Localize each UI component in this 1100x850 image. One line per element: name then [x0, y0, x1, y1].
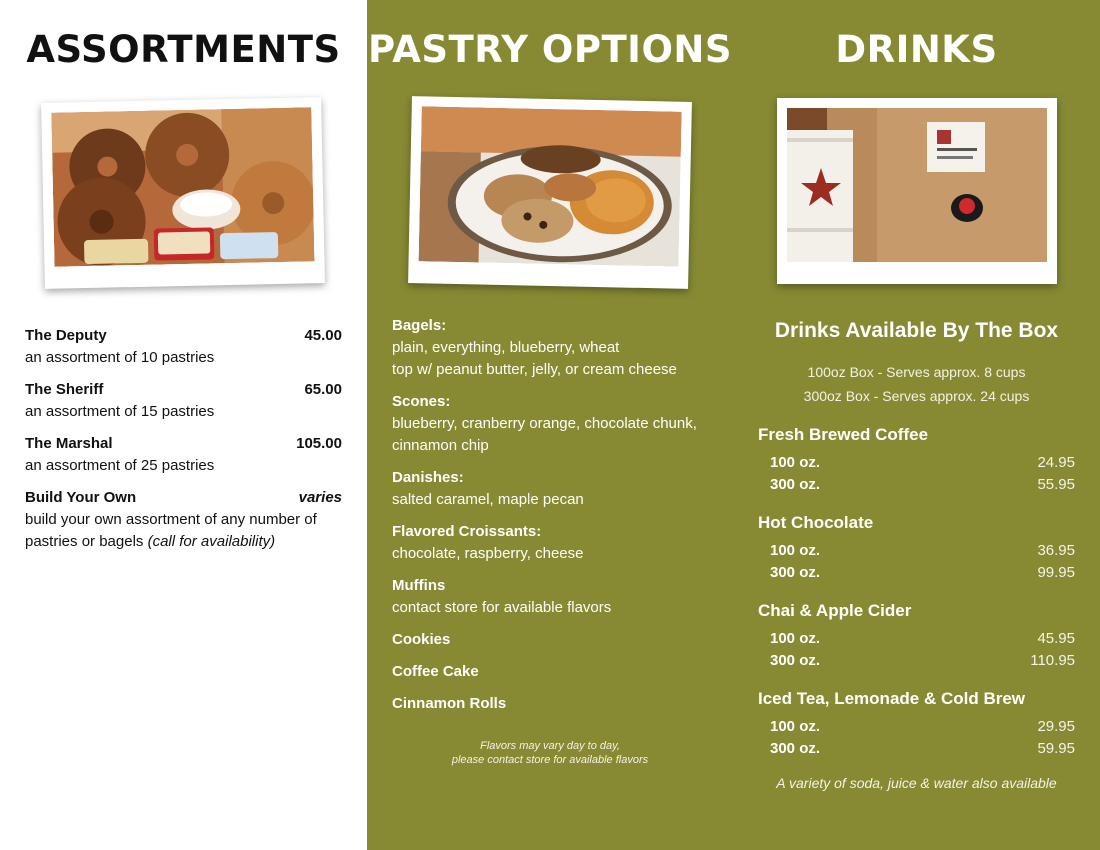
- drink-size: 300 oz.: [770, 652, 821, 669]
- drink-price: 24.95: [1037, 454, 1075, 471]
- assortment-price: 45.00: [304, 327, 342, 344]
- coffee-box-photo: [777, 98, 1057, 284]
- pastry-flavor-note: [400, 739, 700, 767]
- assortment-marshal: [25, 433, 342, 477]
- box-300-info: 300oz Box - Serves approx. 24 cups: [803, 388, 1030, 404]
- drink-size: 300 oz.: [770, 564, 821, 581]
- assortment-desc: [25, 509, 342, 553]
- availability-note: (call for availability): [147, 533, 276, 550]
- pastry-bagels: [392, 315, 732, 381]
- pastry-line: cinnamon chip: [392, 437, 489, 454]
- drink-price-row: [770, 718, 1075, 735]
- drink-price-row: [770, 630, 1075, 647]
- pastries-photo: [408, 96, 692, 289]
- pastry-name: Scones:: [392, 393, 451, 410]
- drink-size: 100 oz.: [770, 542, 821, 559]
- pastry-name: Cookies: [392, 631, 451, 648]
- drink-category-hot-chocolate: Hot Chocolate: [758, 513, 874, 532]
- drink-price: 29.95: [1037, 718, 1075, 735]
- drink-size: 100 oz.: [770, 718, 821, 735]
- bagels-photo: [41, 97, 325, 289]
- drinks-box-title: Drinks Available By The Box: [774, 319, 1059, 342]
- drink-category-coffee: Fresh Brewed Coffee: [758, 425, 929, 444]
- pastry-name: Flavored Croissants:: [392, 523, 542, 540]
- assortment-price: 65.00: [304, 381, 342, 398]
- drink-price: 45.95: [1037, 630, 1075, 647]
- assortment-sheriff: [25, 379, 342, 423]
- assortment-price: 105.00: [296, 435, 342, 452]
- assortments-heading: ASSORTMENTS: [26, 28, 341, 71]
- box-100-info: 100oz Box - Serves approx. 8 cups: [807, 364, 1026, 380]
- pastry-cinnamon-rolls: [392, 693, 732, 715]
- pastry-options-heading: PASTRY OPTIONS: [367, 28, 733, 71]
- assortment-name: Build Your Own: [25, 489, 137, 506]
- pastry-name: Cinnamon Rolls: [392, 695, 507, 712]
- assortment-name: The Deputy: [25, 327, 107, 344]
- pastry-line: chocolate, raspberry, cheese: [392, 545, 584, 562]
- pastry-croissants: [392, 521, 732, 565]
- pastry-name: Bagels:: [392, 317, 447, 334]
- assortment-name: The Marshal: [25, 435, 113, 452]
- drink-price-row: [770, 454, 1075, 471]
- pastry-note-line: please contact store for available flavors: [451, 754, 649, 766]
- drink-size: 100 oz.: [770, 454, 821, 471]
- pastry-line: salted caramel, maple pecan: [392, 491, 584, 508]
- drink-price-row: [770, 476, 1075, 493]
- pastry-note-line: Flavors may vary day to day,: [480, 740, 620, 752]
- assortment-desc: an assortment of 10 pastries: [25, 349, 215, 366]
- assortment-name: The Sheriff: [25, 381, 104, 398]
- drink-price: 55.95: [1037, 476, 1075, 493]
- drink-price: 99.95: [1037, 564, 1075, 581]
- drink-price: 36.95: [1037, 542, 1075, 559]
- pastry-line: plain, everything, blueberry, wheat: [392, 339, 620, 356]
- drink-price: 59.95: [1037, 740, 1075, 757]
- pastry-line: blueberry, cranberry orange, chocolate chunk,: [392, 415, 697, 432]
- drinks-heading: DRINKS: [835, 28, 998, 71]
- drink-category-iced-tea: Iced Tea, Lemonade & Cold Brew: [758, 689, 1026, 708]
- drink-size: 100 oz.: [770, 630, 821, 647]
- pastry-line: contact store for available flavors: [392, 599, 612, 616]
- pastry-muffins: [392, 575, 732, 619]
- pastry-danishes: [392, 467, 732, 511]
- drink-price-row: [770, 564, 1075, 581]
- drink-category-chai-cider: Chai & Apple Cider: [758, 601, 912, 620]
- drinks-other-note: A variety of soda, juice & water also available: [776, 775, 1057, 791]
- pastry-cookies: [392, 629, 732, 651]
- drink-size: 300 oz.: [770, 476, 821, 493]
- drink-size: 300 oz.: [770, 740, 821, 757]
- assortment-desc: an assortment of 15 pastries: [25, 403, 215, 420]
- assortment-desc: an assortment of 25 pastries: [25, 457, 215, 474]
- drink-price-row: [770, 652, 1075, 669]
- pastry-name: Muffins: [392, 577, 446, 594]
- assortment-desc-text: build your own assortment of any number of pastries or bagels: [25, 511, 317, 550]
- assortment-deputy: [25, 325, 342, 369]
- assortment-build-your-own: [25, 487, 342, 553]
- drink-price-row: [770, 740, 1075, 757]
- pastry-scones: [392, 391, 732, 457]
- pastry-name: Danishes:: [392, 469, 464, 486]
- assortment-price: varies: [298, 489, 342, 506]
- drink-price: 110.95: [1030, 652, 1075, 669]
- pastry-name: Coffee Cake: [392, 663, 479, 680]
- pastry-coffee-cake: [392, 661, 732, 683]
- drink-price-row: [770, 542, 1075, 559]
- pastry-line: top w/ peanut butter, jelly, or cream cheese: [392, 361, 677, 378]
